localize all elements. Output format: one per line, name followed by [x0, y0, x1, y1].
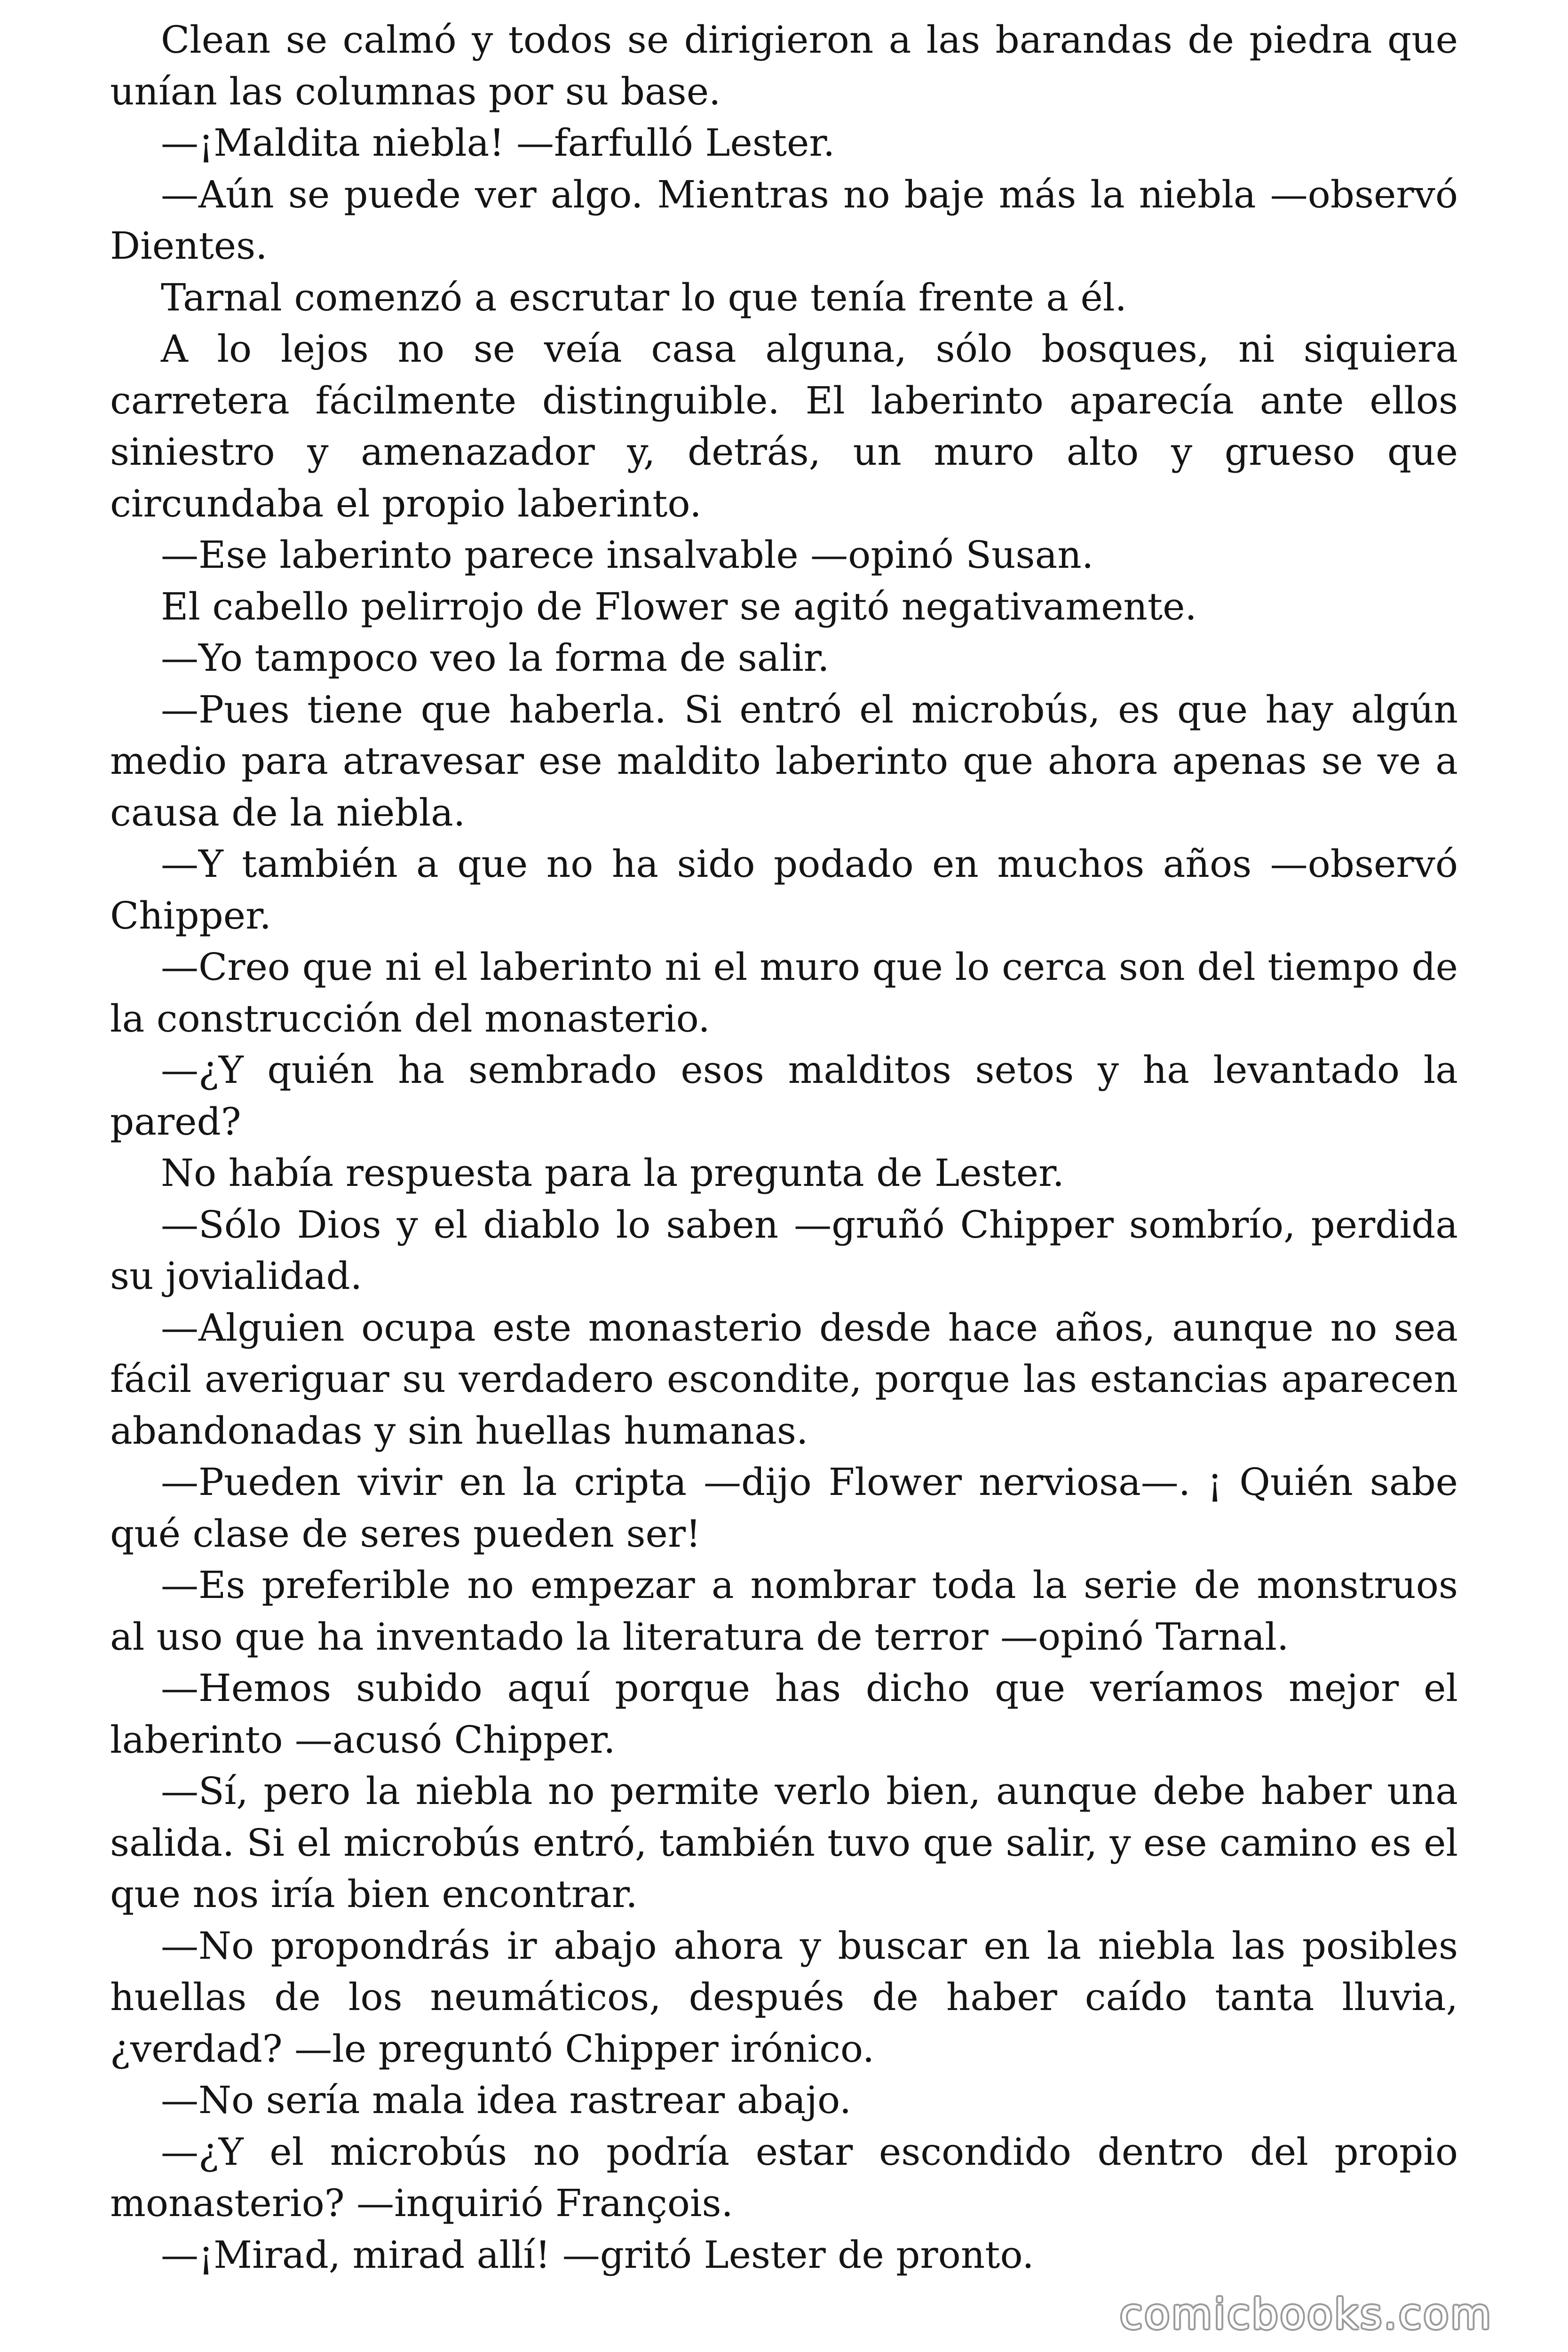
paragraph: —No propondrás ir abajo ahora y buscar en la niebla las posibles huellas de los neumáticos, después de haber caído tanta lluvia, ¿verdad? —le preguntó Chipper irónico.	[110, 1923, 1458, 2071]
paragraph: Tarnal comenzó a escrutar lo que tenía frente a él.	[161, 275, 1127, 319]
paragraph: —Aún se puede ver algo. Mientras no baje más la niebla —observó Dientes.	[110, 172, 1458, 268]
paragraph: —Yo tampoco veo la forma de salir.	[161, 636, 830, 680]
paragraph: —Alguien ocupa este monasterio desde hace años, aunque no sea fácil averiguar su verdadero escondite, porque las estancias aparecen abandonadas y sin huellas humanas.	[110, 1305, 1458, 1453]
paragraph: No había respuesta para la pregunta de Lester.	[161, 1151, 1064, 1195]
paragraph: —Y también a que no ha sido podado en muchos años —observó Chipper.	[110, 842, 1458, 938]
paragraph: —Es preferible no empezar a nombrar toda la serie de monstruos al uso que ha inventado la literatura de terror —opinó Tarnal.	[110, 1563, 1458, 1659]
paragraph: Clean se calmó y todos se dirigieron a las barandas de piedra que unían las columnas por su base.	[110, 18, 1458, 113]
paragraph: —Pues tiene que haberla. Si entró el microbús, es que hay algún medio para atravesar ese maldito laberinto que ahora apenas se ve a causa de la niebla.	[110, 687, 1458, 834]
paragraph: —Pueden vivir en la cripta —dijo Flower nerviosa—. ¡ Quién sabe qué clase de seres pueden ser!	[110, 1460, 1458, 1556]
paragraph: —Hemos subido aquí porque has dicho que veríamos mejor el laberinto —acusó Chipper.	[110, 1666, 1458, 1762]
paragraph: A lo lejos no se veía casa alguna, sólo bosques, ni siquiera carretera fácilmente distinguible. El laberinto aparecía ante ellos siniestro y amenazador y, detrás, un muro alto y grueso que circundaba el propio laberinto.	[110, 327, 1458, 525]
paragraph: —Sí, pero la niebla no permite verlo bien, aunque debe haber una salida. Si el microbús entró, también tuvo que salir, y ese camino es el que nos iría bien encontrar.	[110, 1769, 1458, 1916]
paragraph: —¿Y el microbús no podría estar escondido dentro del propio monasterio? —inquirió François.	[110, 2130, 1458, 2225]
paragraph: —Creo que ni el laberinto ni el muro que lo cerca son del tiempo de la construcción del monasterio.	[110, 945, 1458, 1041]
paragraph: —No sería mala idea rastrear abajo.	[161, 2078, 852, 2122]
watermark: comicbooks.com	[1119, 2290, 1493, 2338]
paragraph: —¡Mirad, mirad allí! —gritó Lester de pronto.	[161, 2233, 1034, 2277]
paragraph: —Sólo Dios y el diablo lo saben —gruñó Chipper sombrío, perdida su jovialidad.	[110, 1202, 1458, 1298]
paragraph: —¿Y quién ha sembrado esos malditos setos y ha levantado la pared?	[110, 1048, 1458, 1144]
book-page-text	[110, 14, 1458, 2280]
paragraph: —Ese laberinto parece insalvable —opinó Susan.	[161, 533, 1094, 577]
paragraph: El cabello pelirrojo de Flower se agitó negativamente.	[161, 584, 1197, 628]
paragraph: —¡Maldita niebla! —farfulló Lester.	[161, 121, 835, 165]
